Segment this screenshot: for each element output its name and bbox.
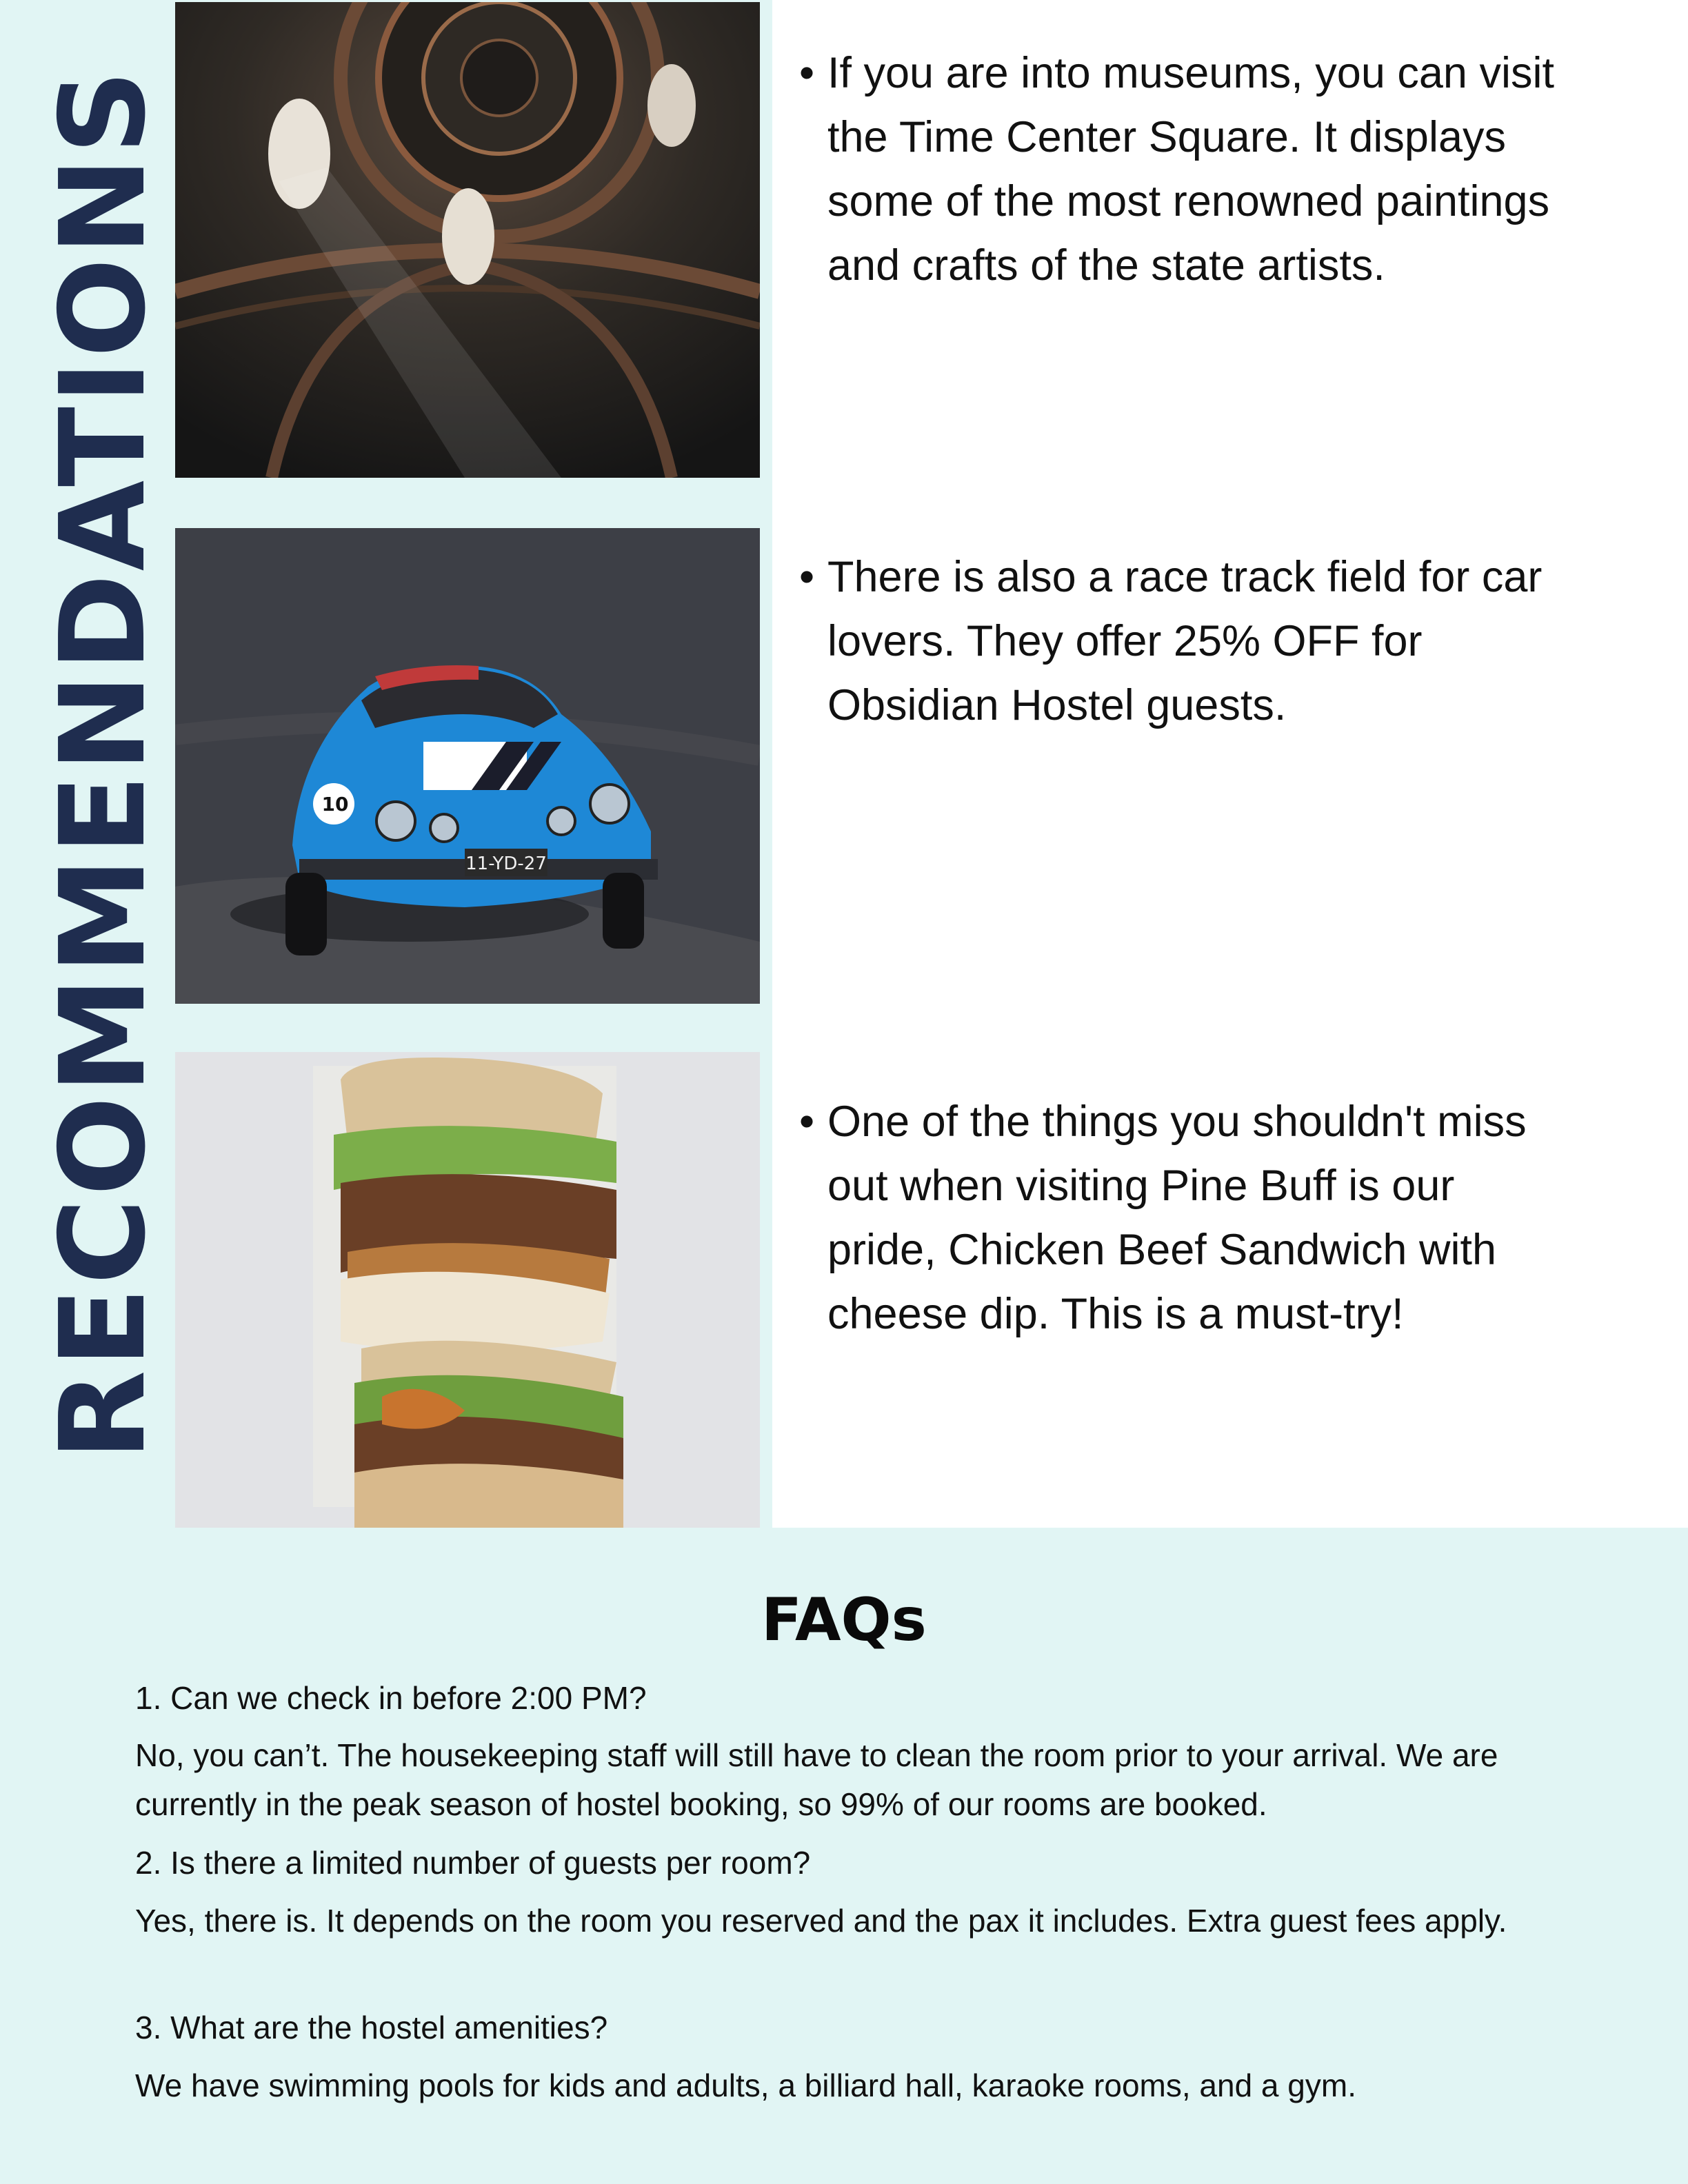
license-plate: 11-YD-27 — [465, 853, 547, 874]
recommendation-item — [786, 545, 1572, 738]
recommendations-title: RECOMMENDATIONS — [35, 67, 172, 1461]
faq-answer: Yes, there is. It depends on the room you reserved and the pax it includes. Extra guest fees apply. — [135, 1903, 1507, 1939]
recommendation-text: If you are into museums, you can visit the Time Center Square. It displays some of the most renowned paintings and crafts of the state artists. — [827, 49, 1554, 290]
faq-answer: We have swimming pools for kids and adults, a billiard hall, karaoke rooms, and a gym. — [135, 2067, 1356, 2103]
faq-question: 1. Can we check in before 2:00 PM? — [135, 1680, 647, 1716]
sandwich-photo — [175, 1052, 760, 1528]
car-number: 10 — [321, 793, 349, 816]
faq-answer: No, you can’t. The housekeeping staff will still have to clean the room prior to your arrival. We are currently in the peak season of hostel booking, so 99% of our rooms are booked. — [135, 1737, 1498, 1822]
faq-question: 3. What are the hostel amenities? — [135, 2010, 608, 2045]
recommendation-item — [786, 41, 1572, 298]
faq-question: 2. Is there a limited number of guests per room? — [135, 1845, 811, 1881]
bullet: • — [798, 1098, 815, 1146]
recommendation-item — [786, 1090, 1572, 1346]
faq-title: FAQs — [761, 1586, 927, 1655]
bullet: • — [798, 49, 815, 97]
race-car-photo — [175, 528, 760, 1004]
recommendation-text: One of the things you shouldn't miss out when visiting Pine Buff is our pride, Chicken Beef Sandwich with cheese dip. This is a must-try! — [827, 1098, 1527, 1338]
dome-ceiling-photo — [175, 2, 760, 478]
bullet: • — [798, 553, 815, 601]
recommendation-text: There is also a race track field for car lovers. They offer 25% OFF for Obsidian Hostel guests. — [827, 553, 1543, 729]
